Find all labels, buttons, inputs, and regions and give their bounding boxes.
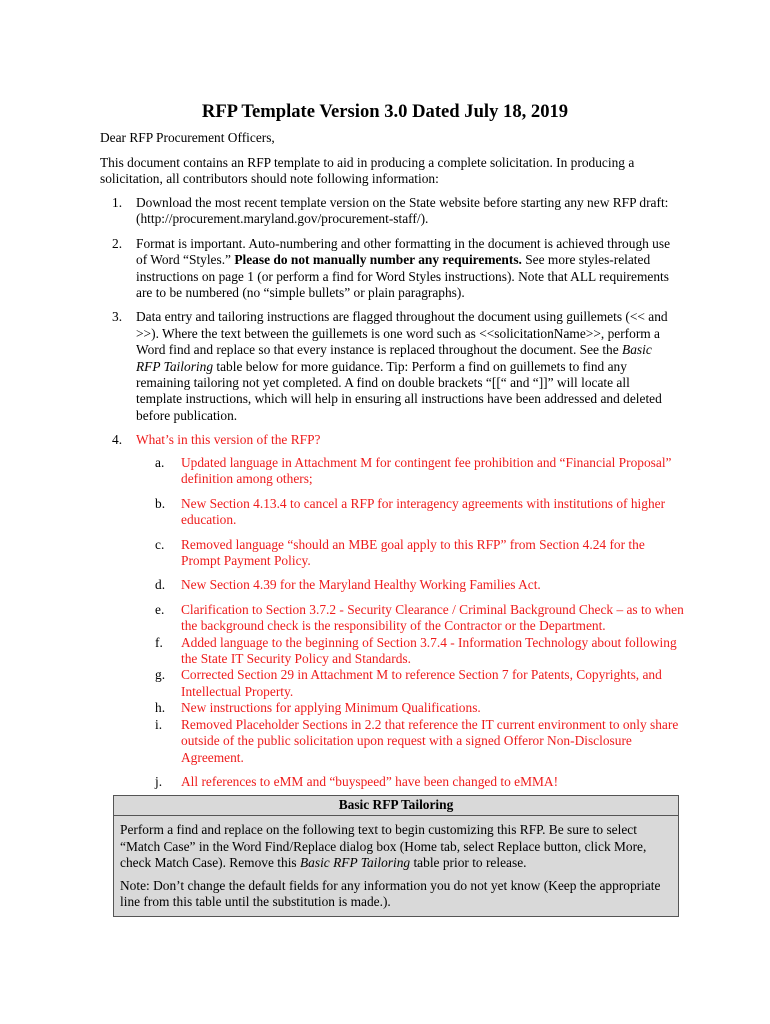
revision-item: [155, 717, 685, 766]
revision-letter: a.: [155, 455, 165, 470]
item-italic-text: Basic RFP Tailoring: [136, 342, 652, 374]
revision-text: Removed Placeholder Sections in 2.2 that reference the IT current environment to only share outside of the public solicitation upon request with a signed Offeror Non-Disclosure Agreement.: [181, 716, 679, 765]
list-item: [100, 432, 675, 448]
item-text: Data entry and tailoring instructions are flagged throughout the document using guillemets (<< and >>). Where the text between the guillemets is one word such as <<solicitationName>>, perform a Word find and replace so that every instance is replaced throughout the document. See the: [136, 309, 668, 358]
revision-item: [155, 700, 685, 716]
revision-item: [155, 577, 685, 593]
revision-letter: i.: [155, 716, 163, 732]
revision-letter: d.: [155, 577, 166, 593]
revision-text: New instructions for applying Minimum Qualifications.: [181, 700, 481, 716]
revision-item: [155, 667, 685, 700]
revision-item: [155, 496, 685, 529]
item-text-cont: table below for more guidance. Tip: Perform a find on guillemets to find any remaining tailoring not yet completed. A find on double brackets “[[“ and “]]” will locate all template instructions, which will help in ensuring all instructions have been addressed and deleted before publication.: [136, 358, 662, 423]
item-text: Download the most recent template version on the State website before starting any new RFP draft: (http://procurement.maryland.gov/procurement-staff/).: [136, 195, 669, 227]
revision-item: [155, 455, 685, 488]
revision-text: New Section 4.13.4 to cancel a RFP for interagency agreements with institutions of higher education.: [181, 495, 666, 528]
tailoring-text: Perform a find and replace on the following text to begin customizing this RFP. Be sure to select “Match Case” in the Word Find/Replace dialog box (Home tab, select Replace button, click More, check Match Case). Remove this: [120, 822, 647, 871]
item-number: 4.: [112, 432, 123, 448]
revision-item: [155, 635, 685, 668]
revision-text: Removed language “should an MBE goal apply to this RFP” from Section 4.24 for the Prompt Payment Policy.: [181, 536, 645, 569]
revision-letter: c.: [155, 536, 165, 552]
greeting: Dear RFP Procurement Officers,: [100, 130, 275, 145]
item-number: 2.: [112, 235, 123, 251]
revision-letter: b.: [155, 495, 166, 511]
revision-text: New Section 4.39 for the Maryland Healthy Working Families Act.: [181, 577, 541, 593]
revision-letter: e.: [155, 601, 165, 617]
item-text: What’s in this version of the RFP?: [136, 432, 321, 448]
item-bold-text: Please do not manually number any requirements.: [234, 252, 522, 268]
tailoring-italic-text: Basic RFP Tailoring: [299, 855, 411, 871]
tailoring-note: Note: Don’t change the default fields for any information you do not yet know (Keep the appropriate line from this table until the substitution is made.).: [120, 877, 661, 910]
tailoring-table-body: [114, 816, 678, 910]
list-item: [100, 195, 675, 228]
revision-text: Clarification to Section 3.7.2 - Security Clearance / Criminal Background Check – as to when the background check is the responsibility of the Contractor or the Department.: [181, 601, 684, 634]
item-number: 3.: [112, 309, 123, 325]
revision-list: [155, 455, 685, 790]
list-item: [100, 236, 675, 302]
revision-letter: g.: [155, 667, 166, 683]
list-item: [100, 309, 675, 424]
tailoring-table: [113, 795, 679, 917]
item-text: Format is important. Auto-numbering and other formatting in the document is achieved through use of Word “Styles.”: [136, 235, 671, 268]
revision-text: Updated language in Attachment M for contingent fee prohibition and “Financial Proposal” definition among others;: [181, 455, 672, 487]
revision-item: [155, 602, 685, 635]
item-number: 1.: [112, 195, 123, 210]
tailoring-instructions: [120, 822, 672, 871]
revision-text: All references to eMM and “buyspeed” have been changed to eMMA!: [181, 773, 559, 789]
revision-letter: f.: [155, 634, 163, 650]
tailoring-table-heading: Basic RFP Tailoring: [114, 797, 678, 816]
instruction-list: [100, 195, 675, 457]
revision-letter: h.: [155, 700, 166, 716]
revision-item: [155, 537, 685, 570]
revision-text: Corrected Section 29 in Attachment M to reference Section 7 for Patents, Copyrights, and Intellectual Property.: [181, 667, 662, 699]
tailoring-text-cont: table prior to release.: [410, 855, 527, 871]
intro-paragraph: This document contains an RFP template to aid in producing a complete solicitation. In producing a solicitation, all contributors should note following information:: [100, 155, 635, 187]
document-title: RFP Template Version 3.0 Dated July 18, 2019: [201, 101, 569, 122]
revision-text: Added language to the beginning of Section 3.7.4 - Information Technology about following the State IT Security Policy and Standards.: [181, 634, 677, 667]
item-text-cont: See more styles-related instructions on page 1 (or perform a find for Word Styles instructions). Note that ALL requirements are to be numbered (no “simple bullets” or plain paragraphs).: [136, 252, 669, 301]
revision-item: [155, 774, 685, 790]
revision-letter: j.: [155, 773, 163, 789]
